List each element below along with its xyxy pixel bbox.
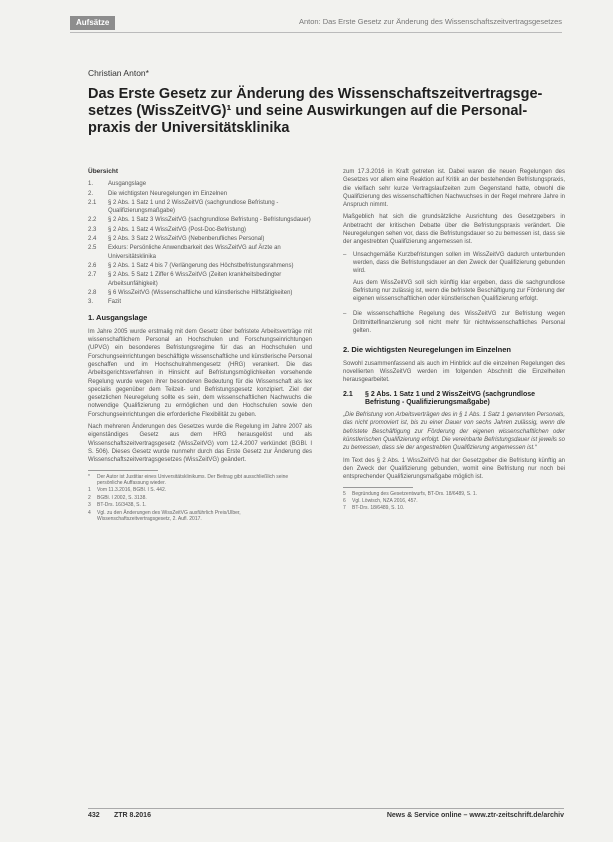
toc-number: 2. (88, 190, 94, 197)
toc-item (88, 271, 312, 288)
footnote (343, 498, 565, 504)
toc-number: 2.2 (88, 217, 97, 224)
footnote-rule (343, 487, 413, 488)
footer-link[interactable]: News & Service online – www.ztr-zeitschrift.de/archiv (386, 812, 564, 819)
toc-item (88, 216, 312, 224)
bullet-subtext: Aus dem WissZeitVG soll sich künftig klar ergeben, dass die sachgrundlose Befristung nur zulässig ist, wenn die befristete Beschäftigung zur Förderung der eigenen wissenschaftlichen oder künstlerischen Qualifizierung erfolgt. (353, 279, 565, 303)
bullet-item (343, 310, 565, 338)
toc-number: 2.3 (88, 226, 97, 233)
toc-number: 2.1 (88, 199, 97, 206)
paragraph: zum 17.3.2016 in Kraft getreten ist. Dabei waren die neuen Regelungen des Gesetzes vor allem eine Reaktion auf Kritik an der bestehenden Befristungspraxis, die vielfach sehr kurze Vertragslaufzeiten zum Gegenstand hatte, obwohl die Qualifizierung des wissenschaftlichen Nachwuchses in der Regel mehrere Jahre in Anspruch nimmt. (343, 169, 565, 209)
footnote (343, 505, 565, 511)
toc-number: 3. (88, 299, 94, 306)
toc-item (88, 244, 312, 261)
footnote-number: * (88, 473, 90, 480)
toc-text: § 2 Abs. 5 Satz 1 Ziffer 6 WissZeitVG (Zeiten krankheitsbedingter Arbeitsunfähigkeit) (108, 272, 282, 287)
toc-item (88, 190, 312, 198)
footnote-text: Vgl. Löwisch, NZA 2016, 457. (352, 497, 418, 504)
toc-item (88, 235, 312, 243)
toc-number: 2.5 (88, 245, 97, 252)
footnotes (88, 474, 312, 523)
bullet-text: Unsachgemäße Kurzbefristungen sollen im WissZeitVG dadurch unterbunden werden, dass die Befristungsdauer an den Zweck der Qualifizierung gebunden wird. (353, 251, 565, 275)
page-number: 432 (88, 812, 100, 819)
footnote-text: Begründung des Gesetzentwurfs, BT-Drs. 18/6489, S. 1. (352, 490, 478, 497)
toc-text: § 2 Abs. 1 Satz 4 bis 7 (Verlängerung des Höchstbefristungsrahmens) (108, 262, 294, 269)
bullet-mark: – (343, 251, 347, 258)
toc-item (88, 180, 312, 188)
footnote-text: Der Autor ist Justitiar eines Universitätsklinikums. Der Beitrag gibt ausschließlich seine persönliche Auffassung wieder. (97, 473, 289, 486)
footnote-text: BT-Drs. 16/3438, S. 1. (97, 502, 147, 509)
toc-number: 2.7 (88, 272, 97, 279)
bullet-item (343, 251, 565, 307)
footnote (88, 487, 312, 493)
running-header (70, 16, 562, 33)
bullet-mark: – (343, 311, 347, 318)
toc-text: § 2 Abs. 1 Satz 1 und 2 WissZeitVG (sachgrundlose Befristung - Qualifizierungsmaßgabe) (108, 199, 279, 215)
toc-heading: Übersicht (88, 168, 118, 175)
section-heading-1: 1. Ausgangslage (88, 313, 148, 323)
footnote (88, 502, 312, 508)
toc-number: 2.6 (88, 262, 97, 269)
footnote-number: 4 (88, 509, 91, 516)
subsection-number: 2.1 (343, 390, 353, 398)
paragraph: Maßgeblich hat sich die grundsätzliche Ausrichtung des Gesetzgebers in Anbetracht der kritischen Debatte über die Befristungspraxis verändert. Die Neuregelungen sehen vor, dass die Befristungsdauer so zu bemessen ist, dass sie der angestrebten Qualifizierung angemessen ist. (343, 214, 565, 246)
toc-item (88, 262, 312, 270)
statute-quote: „Die Befristung von Arbeitsverträgen des in § 1 Abs. 1 Satz 1 genannten Personals, das nicht promoviert ist, bis zu einer Dauer von sechs Jahren zulässig, wenn die befristete Beschäftigung zur Förderung der eigenen wissenschaftlichen oder künstlerischen Qualifizierung erfolgt. Die vereinbarte Befristungsdauer ist jeweils so zu bemessen, dass sie der angestrebten Qualifizierung angemessen ist.“ (343, 412, 565, 452)
journal-issue: ZTR 8.2016 (114, 812, 151, 819)
author: Christian Anton* (88, 68, 149, 78)
paragraph: Im Text des § 2 Abs. 1 WissZeitVG hat der Gesetzgeber die Befristung künftig an den Zweck der Qualifizierung gebunden, womit eine Befristung nur noch bei entsprechender Qualifizierungsmaßgabe möglich ist. (343, 457, 565, 481)
footnote-text: BGBl. I 2002, S. 3138. (97, 494, 147, 501)
toc-text: Ausgangslage (108, 181, 147, 188)
toc-text: § 6 WissZeitVG (Wissenschaftliche und künstlerische Hilfstätigkeiten) (108, 289, 293, 296)
footnote-number: 3 (88, 502, 91, 509)
toc-text: Fazit (108, 299, 122, 306)
toc-text: § 2 Abs. 1 Satz 3 WissZeitVG (sachgrundlose Befristung - Befristungsdauer) (108, 217, 311, 224)
toc-item (88, 226, 312, 234)
subsection-title: § 2 Abs. 1 Satz 1 und 2 WissZeitVG (sachgrundlose Befristung - Qualifizierungsmaßgabe) (365, 390, 536, 406)
footnote (343, 491, 565, 497)
toc-text: Die wichtigsten Neuregelungen im Einzelnen (108, 190, 228, 197)
footnote-number: 2 (88, 494, 91, 501)
running-title: Anton: Das Erste Gesetz zur Änderung des Wissenschaftszeitvertragsgesetzes (298, 17, 562, 26)
subsection-heading (343, 391, 565, 408)
toc-number: 2.4 (88, 236, 97, 243)
paragraph: Im Jahre 2005 wurde erstmalig mit dem Gesetz über befristete Arbeitsverträge mit wissenschaftlichem Personal an Hochschulen und Forschungseinrichtungen (UPVG) ein besonderes Befristungsregime für das an Hochschulen und Forschungseinrichtungen beschäftigte wissenschaftliche und künstlerische Personal geschaffen und im Hochschulrahmengesetz (HRG) verankert. Die das Arbeitsgerichtsverfahren in Hinsicht auf Befristungsmöglichkeiten vorsehende Regelung wurde wegen ihrer besonderen Bedeutung für die Wissenschaft als lex specialis gegenüber dem Teilzeit- und Befristungsgesetz konzipiert. Ziel der gesetzlichen Neuregelung sollte es sein, dem wissenschaftlichen Nachwuchs die notwendige Qualifizierung zu ermöglichen und den Hochschulen sowie den Forschungseinrichtungen die erforderliche Flexibilität zu geben. (88, 328, 312, 418)
article-title: Das Erste Gesetz zur Änderung des Wissenschaftszeitvertragsge-setzes (WissZeitVG)¹ und seine Auswirkungen auf die Personal-praxis der Universitätsklinika (88, 86, 543, 136)
footnote-text: BT-Drs. 18/6489, S. 10. (352, 505, 405, 512)
toc-item (88, 298, 312, 306)
footnote-number: 7 (343, 505, 346, 512)
footnote-text: Vom 11.3.2016, BGBl. I S. 442. (97, 487, 167, 494)
page-footer (88, 808, 564, 823)
section-badge: Aufsätze (70, 16, 115, 30)
toc-item (88, 289, 312, 297)
paragraph: Nach mehreren Änderungen des Gesetzes wurde die Regelung im Jahre 2007 als eigenständiges Gesetz aus dem HRG herausgelöst und als Wissenschaftszeitvertragsgesetz (WissZeitVG) vom 12.4.2007 verkündet (BGBl. I S. 506). Dieses Gesetz wurde nunmehr durch das Erste Gesetz zur Änderung des Wissenschaftszeitvertragsgesetzes (WissZeitVG) geändert. (88, 424, 312, 464)
right-column (343, 168, 565, 513)
toc-item (88, 199, 312, 216)
footnotes (343, 491, 565, 512)
footnote (88, 495, 312, 501)
footnote-rule (88, 470, 158, 471)
footnote-number: 5 (343, 490, 346, 497)
toc-text: § 2 Abs. 1 Satz 4 WissZeitVG (Post-Doc-Befristung) (108, 226, 247, 233)
toc-number: 2.8 (88, 289, 97, 296)
footnote-number: 1 (88, 487, 91, 494)
footnote-number: 6 (343, 497, 346, 504)
toc-text: Exkurs: Persönliche Anwendbarkeit des WissZeitVG auf Ärzte an Universitätsklinika (108, 245, 281, 260)
footnote (88, 510, 312, 523)
left-column (88, 168, 312, 523)
bullet-text: Die wissenschaftliche Regelung des WissZeitVG zur Befristung wegen Drittmittelfinanzierung soll nicht mehr für nichtwissenschaftliches Personal gelten. (353, 311, 565, 335)
toc-text: § 2 Abs. 3 Satz 2 WissZeitVG (Nebenberufliches Personal) (108, 236, 265, 243)
footnote-text: Vgl. zu den Änderungen des WissZeitVG ausführlich Preis/Ulber, Wissenschaftszeitvertragsgesetz, 2. Aufl. 2017. (97, 509, 241, 522)
toc-number: 1. (88, 181, 94, 188)
footnote (88, 474, 312, 487)
paragraph: Sowohl zusammenfassend als auch im Hinblick auf die einzelnen Regelungen des novellierten WissZeitVG werden im folgenden Abschnitt die Einzelheiten herausgearbeitet. (343, 360, 565, 384)
toc-list (88, 180, 312, 306)
section-heading-2: 2. Die wichtigsten Neuregelungen im Einzelnen (343, 345, 511, 355)
